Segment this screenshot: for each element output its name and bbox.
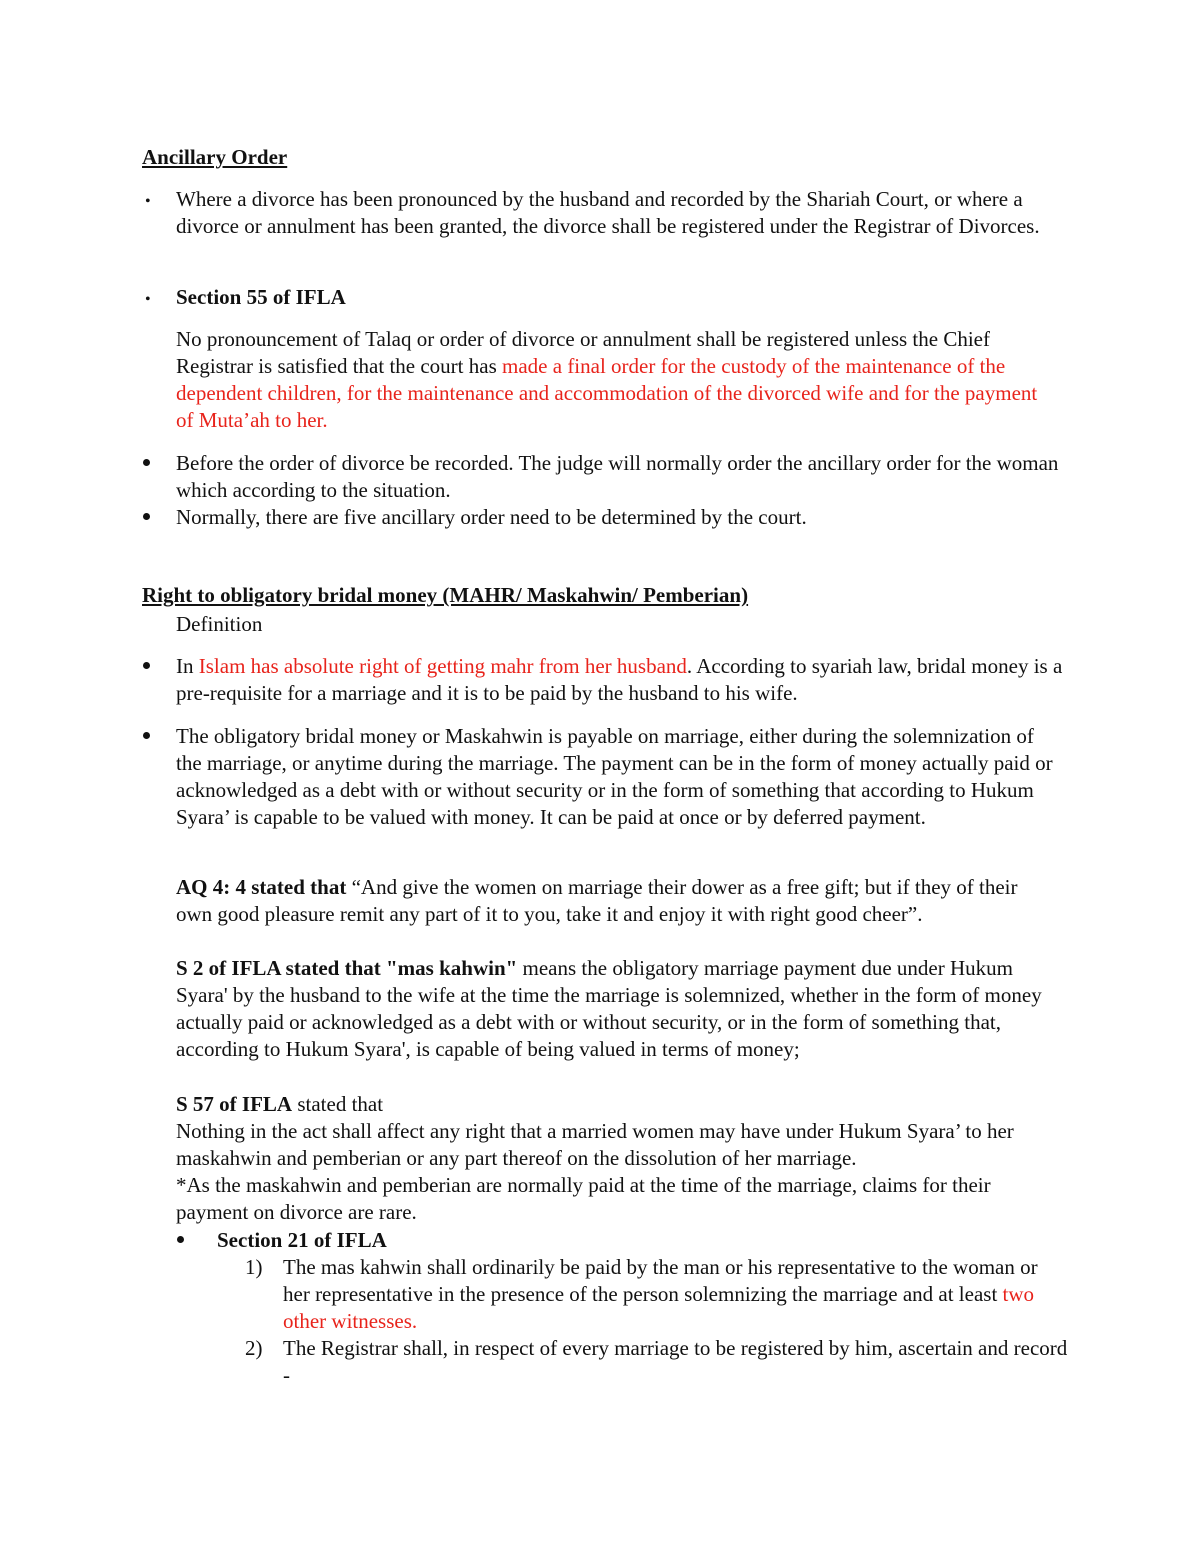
mahr-heading: Right to obligatory bridal money (MAHR/ Maskahwin/ Pemberian) bbox=[142, 583, 749, 607]
bullet-marker bbox=[143, 513, 150, 520]
definition-subheading: Definition bbox=[176, 612, 263, 636]
aq-verse-ref: AQ 4: 4 stated that bbox=[176, 875, 347, 899]
mahr-right-highlight: Islam has absolute right of getting mahr from her husband bbox=[198, 654, 687, 678]
section-21-item-text: The Registrar shall, in respect of every marriage to be registered by him, ascertain and record - bbox=[283, 1336, 1068, 1387]
section-21-title: Section 21 of IFLA bbox=[217, 1228, 387, 1252]
numbered-item-marker: 1) bbox=[245, 1255, 263, 1279]
mahr-right-post: . According to syariah law, bridal money is a pre-requisite for a marriage and it is to be paid by the husband to his wife. bbox=[176, 654, 1063, 705]
divorce-registration-paragraph: Where a divorce has been pronounced by the husband and recorded by the Shariah Court, or where a divorce or annulment has been granted, the divorce shall be registered under the Registrar of Divorces. bbox=[176, 187, 1040, 238]
section-21-item-text: The mas kahwin shall ordinarily be paid by the man or his representative to the woman or her representative in the presence of the person solemnizing the marriage and at least bbox=[283, 1255, 1038, 1306]
bullet-marker bbox=[143, 662, 150, 669]
bullet-marker: • bbox=[145, 291, 151, 308]
s2-definition-paragraph bbox=[176, 955, 1061, 1063]
section-55-plain: No pronouncement of Talaq or order of divorce or annulment shall be registered unless the Chief Registrar is satisfied that the court has bbox=[176, 327, 990, 378]
judge-order-paragraph: Before the order of divorce be recorded. The judge will normally order the ancillary order for the woman which according to the situation. bbox=[176, 451, 1059, 502]
s57-text: Nothing in the act shall affect any right that a married women may have under Hukum Syara’ to her maskahwin and pemberian or any part thereof on the dissolution of her marriage. bbox=[176, 1119, 1014, 1170]
section-55-highlight: made a final order for the custody of the maintenance of the dependent children, for the maintenance and accommodation of the divorced wife and for the payment of Muta’ah to her. bbox=[176, 354, 1038, 432]
section-55-text bbox=[176, 326, 1056, 434]
aq-verse-paragraph bbox=[176, 874, 1056, 928]
mahr-right-pre: In bbox=[176, 654, 199, 678]
witnesses-highlight: two other witnesses. bbox=[283, 1282, 1035, 1333]
bullet-marker bbox=[143, 459, 150, 466]
rare-claims-note: *As the maskahwin and pemberian are normally paid at the time of the marriage, claims for their payment on divorce are rare. bbox=[176, 1173, 991, 1224]
five-orders-paragraph: Normally, there are five ancillary order need to be determined by the court. bbox=[176, 505, 807, 529]
ancillary-order-heading: Ancillary Order bbox=[142, 145, 288, 169]
s57-ref: S 57 of IFLA bbox=[176, 1092, 293, 1116]
s57-line bbox=[176, 1091, 383, 1118]
s2-text: means the obligatory marriage payment due under Hukum Syara' by the husband to the wife at the time the marriage is solemnized, whether in the form of money actually paid or acknowledged as a debt with or without security, or in the form of something that, according to Hukum Syara', is capable of being valued in terms of money; bbox=[176, 956, 1042, 1061]
bullet-marker bbox=[177, 1236, 184, 1243]
section-21-item bbox=[283, 1254, 1063, 1335]
s57-tail: stated that bbox=[292, 1092, 384, 1116]
bullet-marker: • bbox=[145, 193, 151, 210]
section-21-item bbox=[283, 1335, 1068, 1389]
aq-verse-text: “And give the women on marriage their dower as a free gift; but if they of their own good pleasure remit any part of it to you, take it and enjoy it with right good cheer”. bbox=[176, 875, 1018, 926]
mahr-right-paragraph bbox=[176, 653, 1066, 707]
section-55-title: Section 55 of IFLA bbox=[176, 285, 346, 309]
s2-ref: S 2 of IFLA stated that "mas kahwin" bbox=[176, 956, 518, 980]
maskahwin-payable-paragraph: The obligatory bridal money or Maskahwin is payable on marriage, either during the solemnization of the marriage, or anytime during the marriage. The payment can be in the form of money actually paid or acknowledged as a debt with or without security or in the form of something that according to Hukum Syara’ is capable to be valued with money. It can be paid at once or by deferred payment. bbox=[176, 724, 1053, 829]
bullet-marker bbox=[143, 732, 150, 739]
numbered-item-marker: 2) bbox=[245, 1336, 263, 1360]
